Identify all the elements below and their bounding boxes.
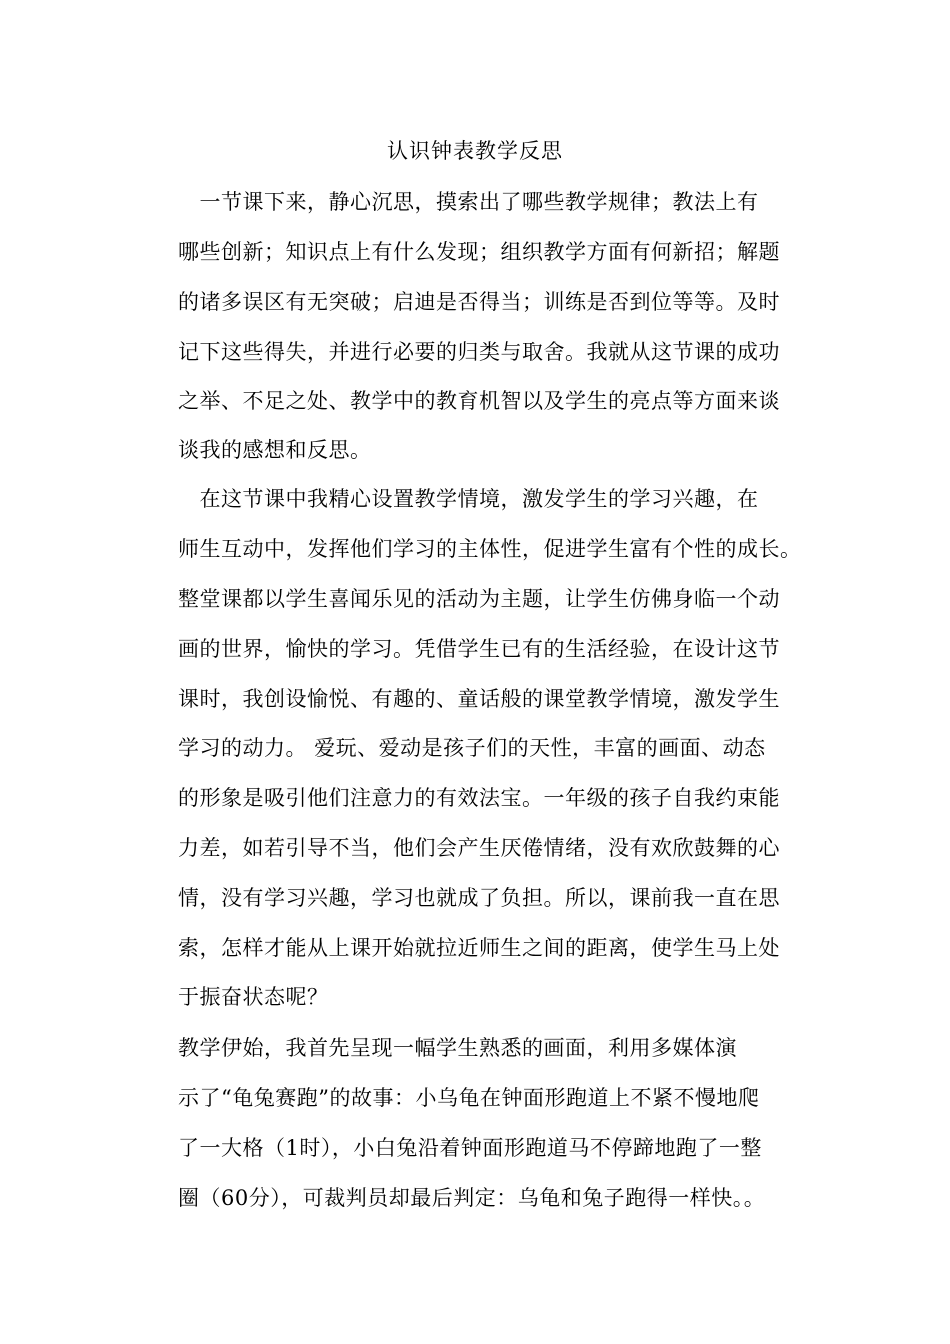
paragraph-line: 教学伊始，我首先呈现一幅学生熟悉的画面，利用多媒体演: [178, 1036, 737, 1060]
paragraph-line: 的诸多误区有无突破；启迪是否得当；训练是否到位等等。及时: [178, 290, 780, 314]
paragraph-line: 课时，我创设愉悦、有趣的、童话般的课堂教学情境，激发学生: [178, 687, 780, 711]
paragraph-line: 学习的动力。 爱玩、爱动是孩子们的天性，丰富的画面、动态: [178, 736, 766, 760]
paragraph-line: 画的世界，愉快的学习。凭借学生已有的生活经验，在设计这节: [178, 637, 780, 661]
paragraph-line: 之举、不足之处、教学中的教育机智以及学生的亮点等方面来谈: [178, 389, 780, 413]
paragraph-line: 记下这些得失，并进行必要的归类与取舍。我就从这节课的成功: [178, 340, 780, 364]
paragraph-line: 哪些创新；知识点上有什么发现；组织教学方面有何新招；解题: [178, 240, 780, 264]
paragraph-line: 力差，如若引导不当，他们会产生厌倦情绪，没有欢欣鼓舞的心: [178, 836, 780, 860]
paragraph-line: 的形象是吸引他们注意力的有效法宝。一年级的孩子自我约束能: [178, 786, 780, 810]
paragraph-line: 在这节课中我精心设置教学情境，激发学生的学习兴趣，在: [178, 487, 759, 511]
document-title: 认识钟表教学反思: [387, 139, 563, 163]
paragraph-line: 整堂课都以学生喜闻乐见的活动为主题，让学生仿佛身临一个动: [178, 587, 780, 611]
paragraph-line: 一节课下来，静心沉思，摸索出了哪些教学规律；教法上有: [178, 190, 759, 214]
paragraph-line: 示了“龟兔赛跑”的故事：小乌龟在钟面形跑道上不紧不慢地爬: [178, 1086, 760, 1110]
paragraph-line: 师生互动中，发挥他们学习的主体性，促进学生富有个性的成长。: [178, 537, 802, 561]
paragraph-line: 于振奋状态呢？: [178, 985, 329, 1009]
paragraph-line: 索，怎样才能从上课开始就拉近师生之间的距离，使学生马上处: [178, 936, 780, 960]
paragraph-line: 谈我的感想和反思。: [178, 438, 372, 462]
paragraph-line: 情，没有学习兴趣，学习也就成了负担。所以，课前我一直在思: [178, 886, 780, 910]
paragraph-line: 了一大格（1时），小白兔沿着钟面形跑道马不停蹄地跑了一整: [178, 1136, 762, 1160]
paragraph-line: 圈（60分），可裁判员却最后判定：乌龟和兔子跑得一样快。。: [178, 1186, 766, 1210]
